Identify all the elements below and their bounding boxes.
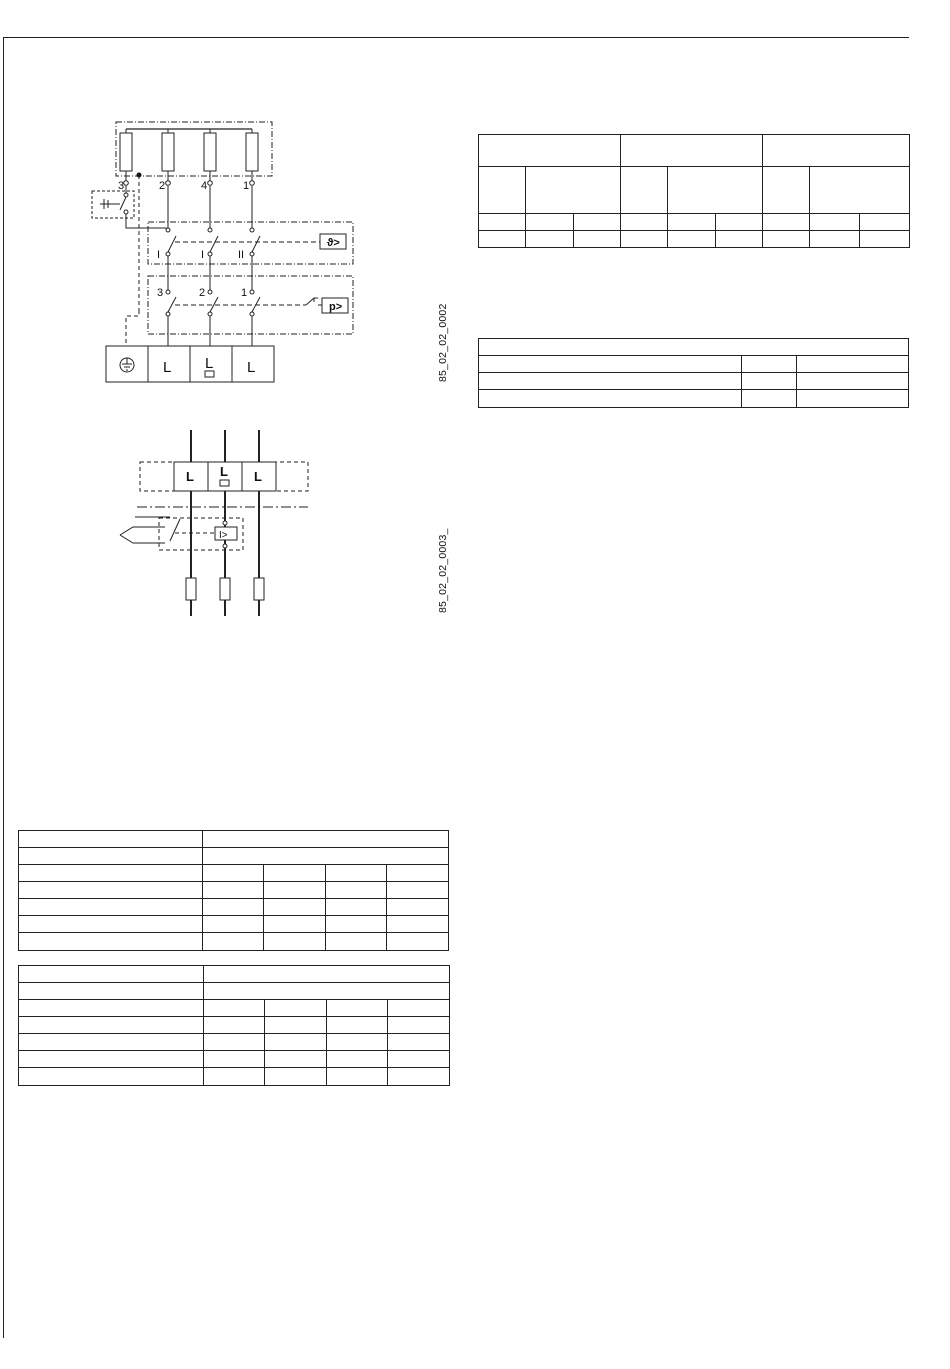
table-row: [479, 167, 910, 214]
heating-element: [204, 129, 216, 183]
table-cell: [479, 135, 621, 167]
table-row: [19, 848, 449, 865]
terminal-label: L: [186, 469, 194, 484]
table-row: [19, 899, 449, 916]
table-row: [479, 339, 909, 356]
overcurrent-symbol: I>: [219, 530, 228, 541]
fuse: [254, 578, 264, 600]
table-row: [19, 966, 450, 983]
contact-number: 1: [241, 287, 248, 299]
table-cell: [763, 167, 810, 214]
table-cell: [621, 167, 668, 214]
table-row: [19, 882, 449, 899]
table-row: [19, 865, 449, 882]
terminal-label: L: [220, 464, 228, 479]
table-cell: [668, 167, 763, 214]
figure-code: 85_02_02_0002: [437, 303, 449, 382]
table-row: [479, 214, 910, 231]
data-table-bottom-left-2: [18, 965, 450, 1086]
table-cell: [763, 135, 910, 167]
terminal-label: L: [247, 359, 256, 376]
table-row: [19, 1034, 450, 1051]
table-row: [479, 135, 910, 167]
switch-label: I: [157, 249, 161, 261]
table-row: [19, 831, 449, 848]
element-number: 2: [159, 180, 166, 192]
table-cell: [621, 135, 763, 167]
figure-code: 85_02_02_0003_: [437, 528, 449, 613]
table-row: [19, 983, 450, 1000]
table-row: [19, 933, 449, 951]
contact-number: 3: [157, 287, 164, 299]
contact-number: 2: [199, 287, 206, 299]
data-table-top-right: [478, 134, 910, 248]
heating-element: [162, 129, 174, 183]
terminal-label: L: [205, 355, 214, 372]
fuse: [186, 578, 196, 600]
table-cell: [526, 167, 621, 214]
table-row: [19, 1051, 450, 1068]
data-table-bottom-left-1: [18, 830, 449, 951]
switch-label: II: [238, 249, 245, 261]
table-row: [479, 373, 909, 390]
heating-element: [120, 129, 132, 183]
table-cell: [810, 167, 910, 214]
table-row: [19, 916, 449, 933]
table-row: [479, 390, 909, 408]
table-row: [479, 231, 910, 248]
table-row: [19, 1017, 450, 1034]
thermostat-symbol: ϑ>: [327, 237, 340, 249]
table-row: [19, 1068, 450, 1086]
table-row: [19, 1000, 450, 1017]
fuse: [220, 578, 230, 600]
pressure-symbol: p>: [329, 301, 343, 313]
wiring-diagram-circuit-breaker: [0, 420, 950, 630]
data-table-mid-right: [478, 338, 909, 408]
element-number: 4: [201, 180, 208, 192]
switch-label: I: [201, 249, 205, 261]
element-number: 1: [243, 180, 250, 192]
table-row: [479, 356, 909, 373]
heating-element: [246, 129, 258, 183]
terminal-label: L: [254, 469, 262, 484]
table-cell: [479, 167, 526, 214]
element-number: 3: [118, 180, 125, 192]
terminal-label: L: [163, 359, 172, 376]
